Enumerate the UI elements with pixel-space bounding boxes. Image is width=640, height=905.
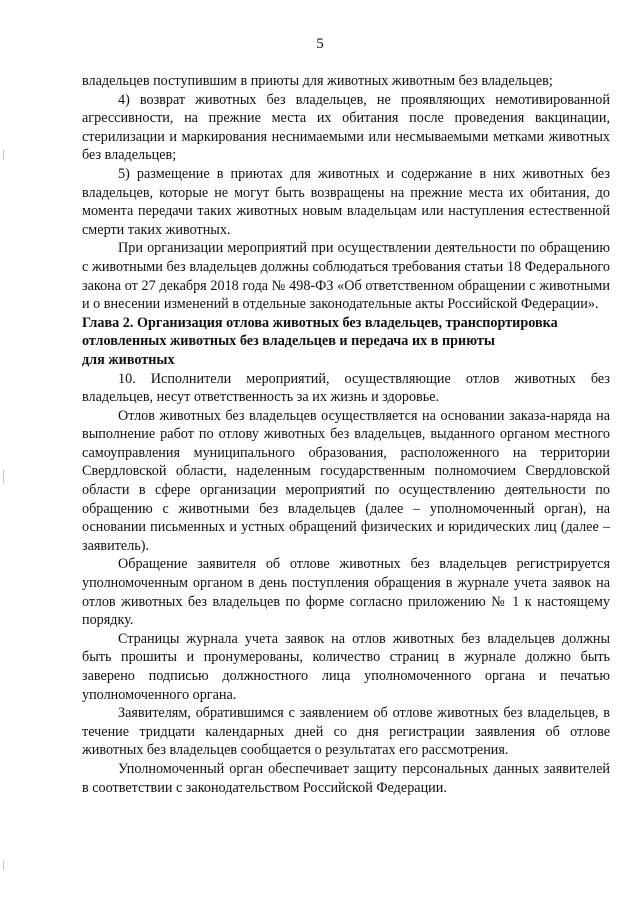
chapter-heading-line: отловленных животных без владельцев и передача их в приюты [82, 333, 495, 350]
paragraph: 10. Исполнители мероприятий, осуществляющие отлов животных без владельцев, несут ответственность за их жизнь и здоровье. [82, 370, 610, 406]
scan-edge-mark [3, 860, 4, 870]
chapter-heading-line: для животных [82, 351, 175, 368]
chapter-heading-line: Глава 2. Организация отлова животных без владельцев, транспортировка [82, 314, 558, 331]
paragraph: Отлов животных без владельцев осуществляется на основании заказа-наряда на выполнение работ по отлову животных без владельцев, выданного органом местного самоуправления муниципального образования, расположенного на территории Свердловской области, наделенным государственным полномочием Свердловской области в сфере организации мероприятий по осуществлению деятельности по обращению с животными без владельцев (далее – уполномоченный орган), на основании письменных и устных обращений физических и юридических лиц (далее – заявитель). [82, 407, 610, 554]
paragraph: При организации мероприятий при осуществлении деятельности по обращению с животными без владельцев должны соблюдаться требования статьи 18 Федерального закона от 27 декабря 2018 года № 498-ФЗ «Об ответственном обращении с животными и о внесении изменений в отдельные законодательные акты Российской Федерации». [82, 240, 610, 313]
paragraph: 4) возврат животных без владельцев, не проявляющих немотивированной агрессивности, на прежние места их обитания после проведения вакцинации, стерилизации и маркирования неснимаемыми или несмываемыми метками животных без владельцев; [82, 91, 610, 164]
document-body [82, 72, 610, 797]
paragraph: Страницы журнала учета заявок на отлов животных без владельцев должны быть прошиты и пронумерованы, количество страниц в журнале должно быть заверено подписью должностного лица уполномоченного органа и печатью уполномоченного органа. [82, 630, 610, 703]
scan-edge-mark [3, 470, 4, 484]
paragraph: владельцев поступившим в приюты для животных животным без владельцев; [82, 73, 553, 89]
page-number: 5 [316, 36, 324, 52]
paragraph: Уполномоченный орган обеспечивает защиту персональных данных заявителей в соответствии с законодательством Российской Федерации. [82, 760, 610, 796]
paragraph: Обращение заявителя об отлове животных без владельцев регистрируется уполномоченным органом в день поступления обращения в журнале учета заявок на отлов животных без владельцев по форме согласно приложению № 1 к настоящему порядку. [82, 556, 610, 629]
chapter-heading [82, 314, 610, 370]
paragraph: Заявителям, обратившимся с заявлением об отлове животных без владельцев, в течение тридцати календарных дней со дня регистрации заявления об отлове животных без владельцев сообщается о результатах его рассмотрения. [82, 705, 610, 759]
paragraph: 5) размещение в приютах для животных и содержание в них животных без владельцев, которые не могут быть возвращены на прежние места их обитания, до момента передачи таких животных новым владельцам или наступления естественной смерти таких животных. [82, 165, 610, 238]
scan-edge-mark [3, 150, 4, 160]
